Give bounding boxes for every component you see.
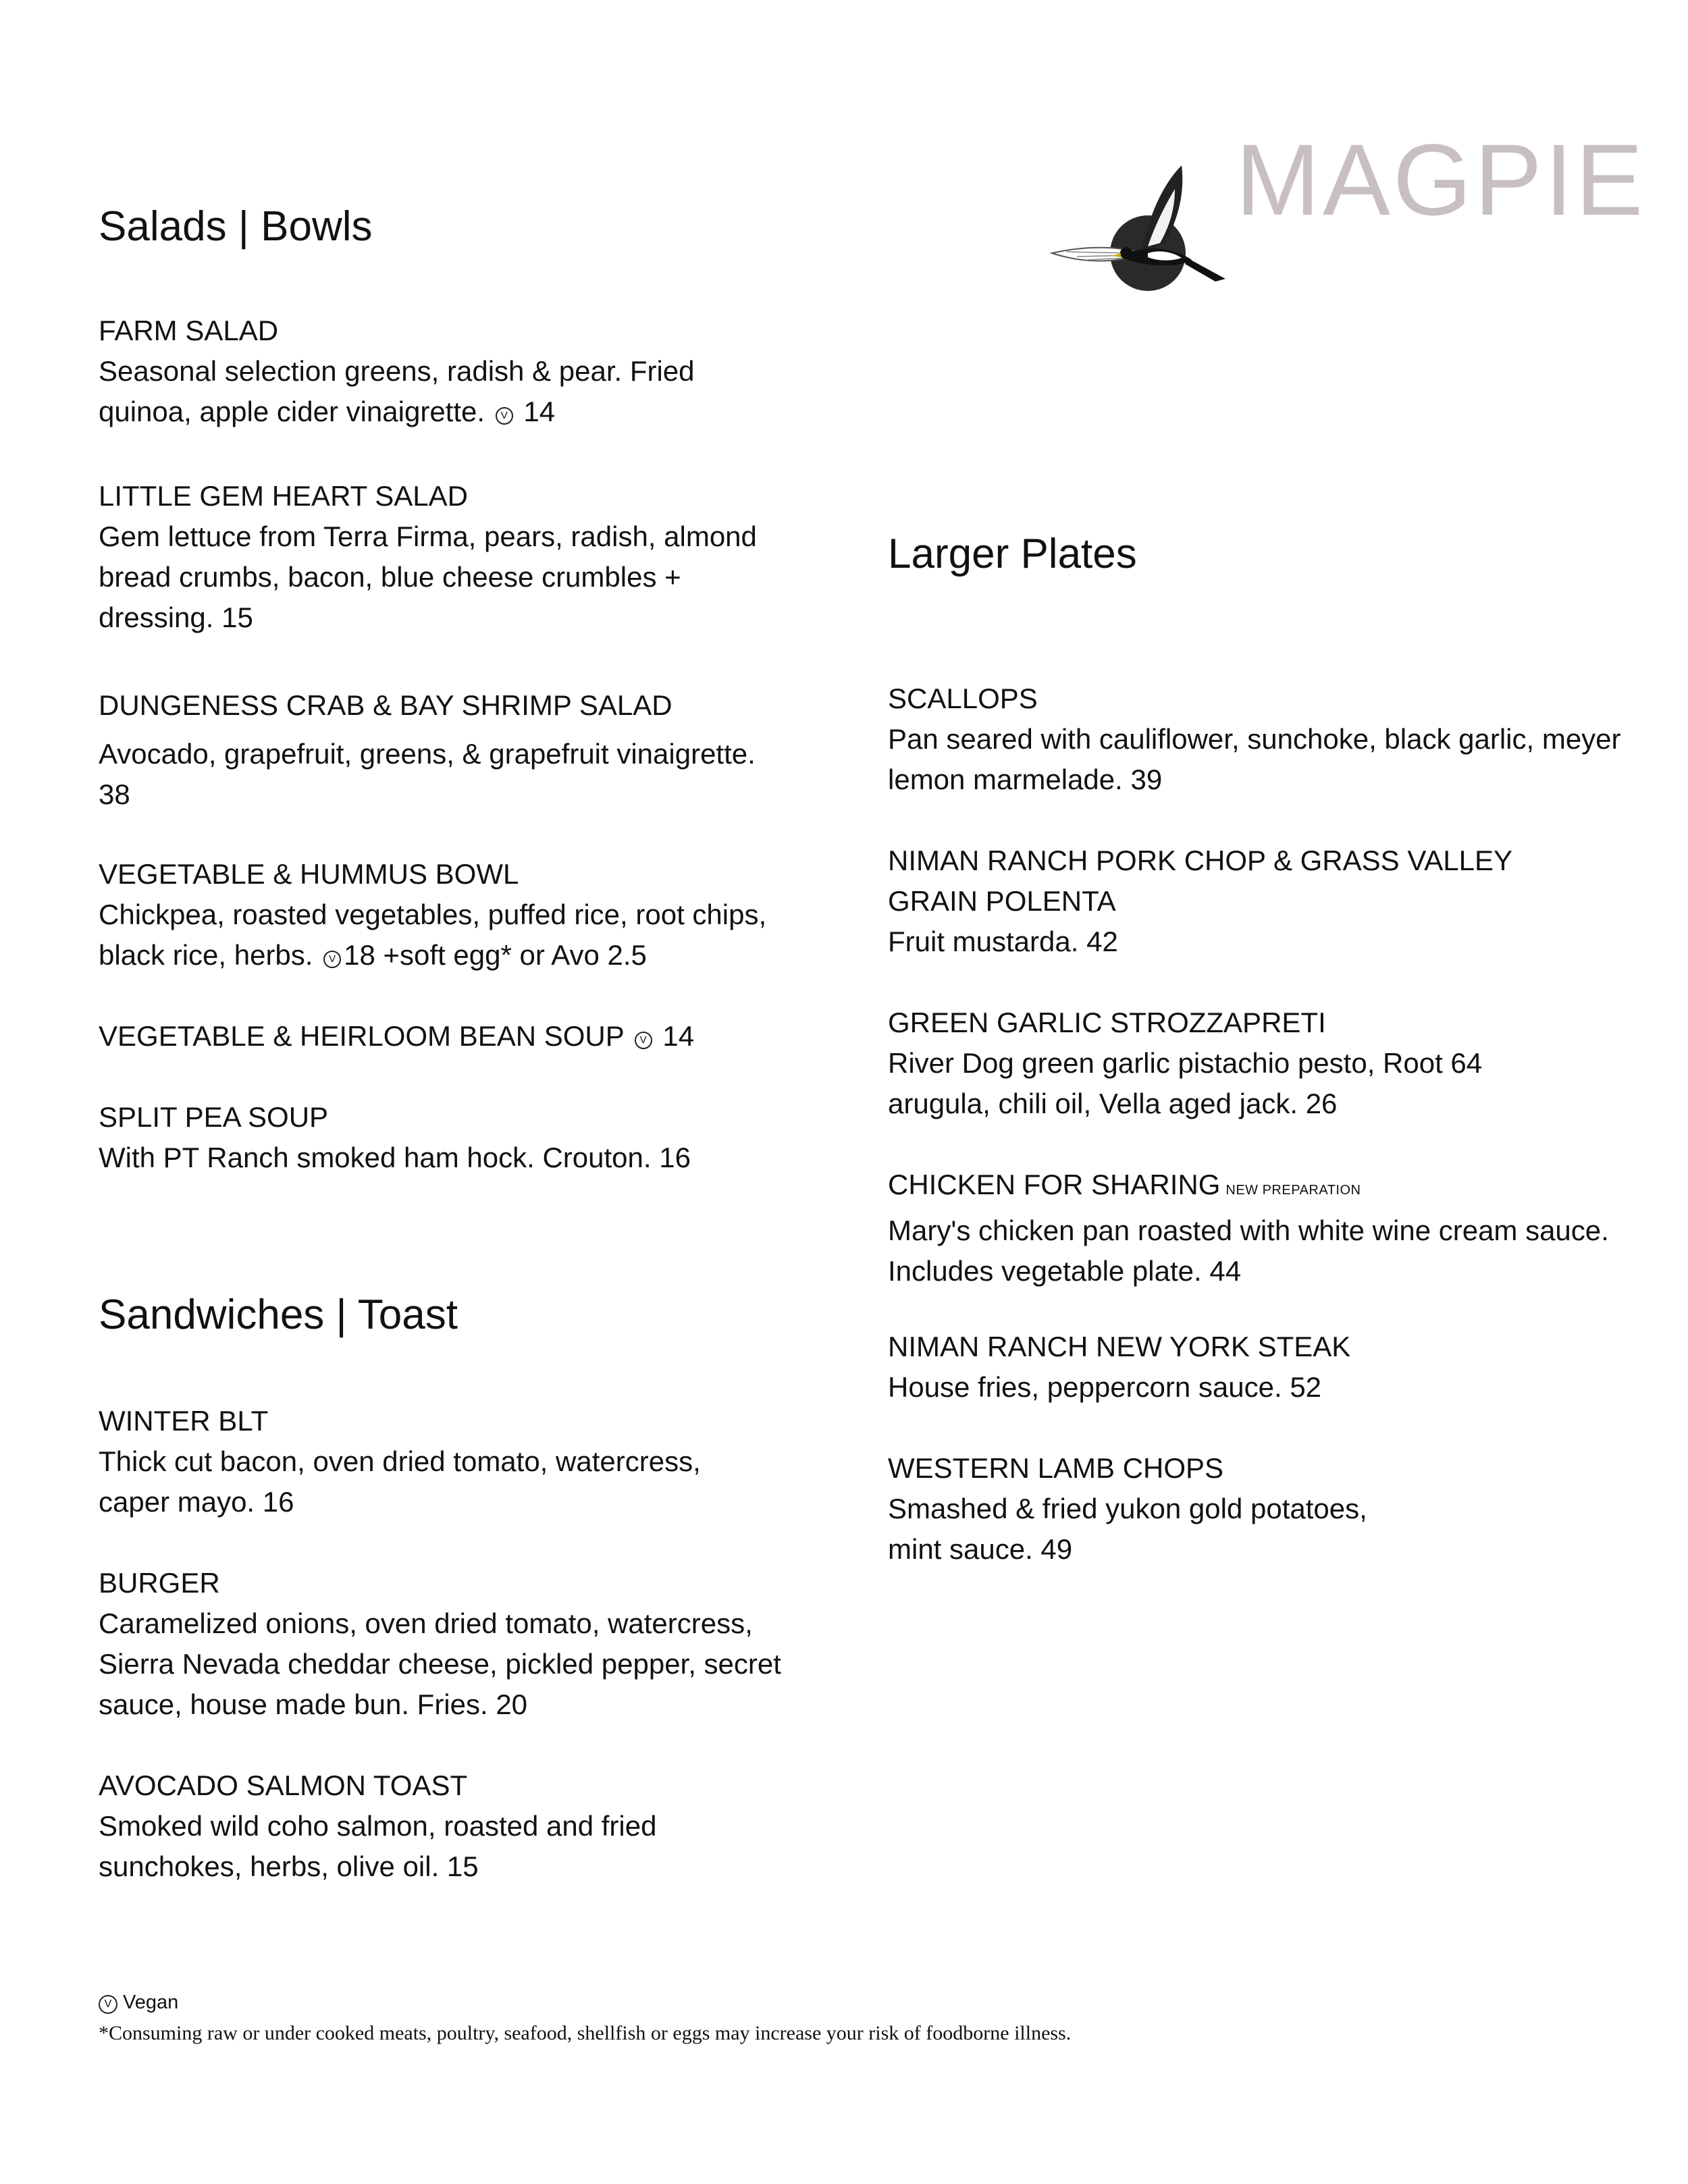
item-name: DUNGENESS CRAB & BAY SHRIMP SALAD [99, 689, 672, 721]
menu-item [99, 1097, 841, 1178]
vegan-label: Vegan [123, 1992, 179, 2013]
vegan-icon: V [323, 951, 341, 968]
menu-item [99, 854, 787, 976]
item-description: River Dog green garlic pistachio pesto, Root 64 arugula, chili oil, Vella aged jack. 26 [888, 1047, 1483, 1119]
menu-item [888, 1165, 1610, 1291]
item-name: WESTERN LAMB CHOPS [888, 1452, 1224, 1484]
item-description: Seasonal selection greens, radish & pear. Fried quinoa, apple cider vinaigrette. V 14 [99, 355, 695, 427]
item-description: Caramelized onions, oven dried tomato, watercress, Sierra Nevada cheddar cheese, pickled pepper, secret sauce, house made bun. Fries. 20 [99, 1607, 781, 1720]
menu-item [888, 1327, 1610, 1408]
item-name: LITTLE GEM HEART SALAD [99, 480, 468, 512]
vegan-icon: V [635, 1032, 652, 1049]
item-name: CHICKEN FOR SHARING NEW PREPARATION [888, 1169, 1361, 1200]
item-name: VEGETABLE & HEIRLOOM BEAN SOUP V 14 [99, 1020, 695, 1052]
section-title-larger-plates: Larger Plates [888, 531, 1137, 577]
menu-item [99, 1016, 841, 1057]
item-name: VEGETABLE & HUMMUS BOWL [99, 858, 519, 890]
brand-logo: MAGPIE [1236, 123, 1646, 236]
item-name: NIMAN RANCH PORK CHOP & GRASS VALLEY GRAIN POLENTA [888, 845, 1512, 917]
section-title-sandwiches: Sandwiches | Toast [99, 1291, 458, 1338]
new-preparation-tag: NEW PREPARATION [1225, 1183, 1361, 1198]
item-description: House fries, peppercorn sauce. 52 [888, 1371, 1322, 1403]
item-name: SPLIT PEA SOUP [99, 1101, 329, 1133]
item-name: BURGER [99, 1567, 220, 1599]
item-name: GREEN GARLIC STROZZAPRETI [888, 1007, 1326, 1038]
item-name: NIMAN RANCH NEW YORK STEAK [888, 1331, 1351, 1362]
item-description: Gem lettuce from Terra Firma, pears, radish, almond bread crumbs, bacon, blue cheese crumbles + dressing. 15 [99, 521, 757, 633]
item-description: Avocado, grapefruit, greens, & grapefruit vinaigrette. 38 [99, 738, 756, 810]
item-description: Mary's chicken pan roasted with white wine cream sauce. Includes vegetable plate. 44 [888, 1215, 1609, 1287]
vegan-legend [99, 1992, 178, 2014]
magpie-bird-icon [1047, 159, 1229, 294]
item-description: Fruit mustarda. 42 [888, 926, 1118, 957]
item-name: WINTER BLT [99, 1405, 269, 1437]
item-description: Smashed & fried yukon gold potatoes, [888, 1493, 1367, 1524]
menu-item [99, 311, 774, 432]
item-description: mint sauce. 49 [888, 1533, 1073, 1565]
menu-item [99, 1765, 747, 1887]
item-description: With PT Ranch smoked ham hock. Crouton. 16 [99, 1142, 691, 1173]
item-description: Smoked wild coho salmon, roasted and fried sunchokes, herbs, olive oil. 15 [99, 1810, 657, 1882]
menu-item [99, 476, 774, 638]
item-description: Pan seared with cauliflower, sunchoke, black garlic, meyer lemon marmelade. 39 [888, 723, 1621, 795]
vegan-icon: V [496, 407, 513, 425]
menu-item [99, 1401, 774, 1522]
item-name: FARM SALAD [99, 315, 279, 346]
vegan-icon: V [99, 1995, 117, 2014]
item-name: SCALLOPS [888, 683, 1038, 714]
menu-item [99, 685, 774, 815]
menu-item [888, 678, 1624, 800]
menu-item [99, 1563, 787, 1725]
item-name: AVOCADO SALMON TOAST [99, 1769, 468, 1801]
item-description: Thick cut bacon, oven dried tomato, watercress, caper mayo. 16 [99, 1445, 701, 1518]
menu-item [888, 1003, 1570, 1124]
item-description: Chickpea, roasted vegetables, puffed rice, root chips, black rice, herbs. V 18 +soft egg* or Avo 2.5 [99, 899, 767, 971]
section-title-salads: Salads | Bowls [99, 203, 373, 250]
menu-item [888, 841, 1570, 962]
health-disclaimer: *Consuming raw or under cooked meats, poultry, seafood, shellfish or eggs may increase your risk of foodborne illness. [99, 2022, 1072, 2044]
menu-item [888, 1448, 1610, 1570]
